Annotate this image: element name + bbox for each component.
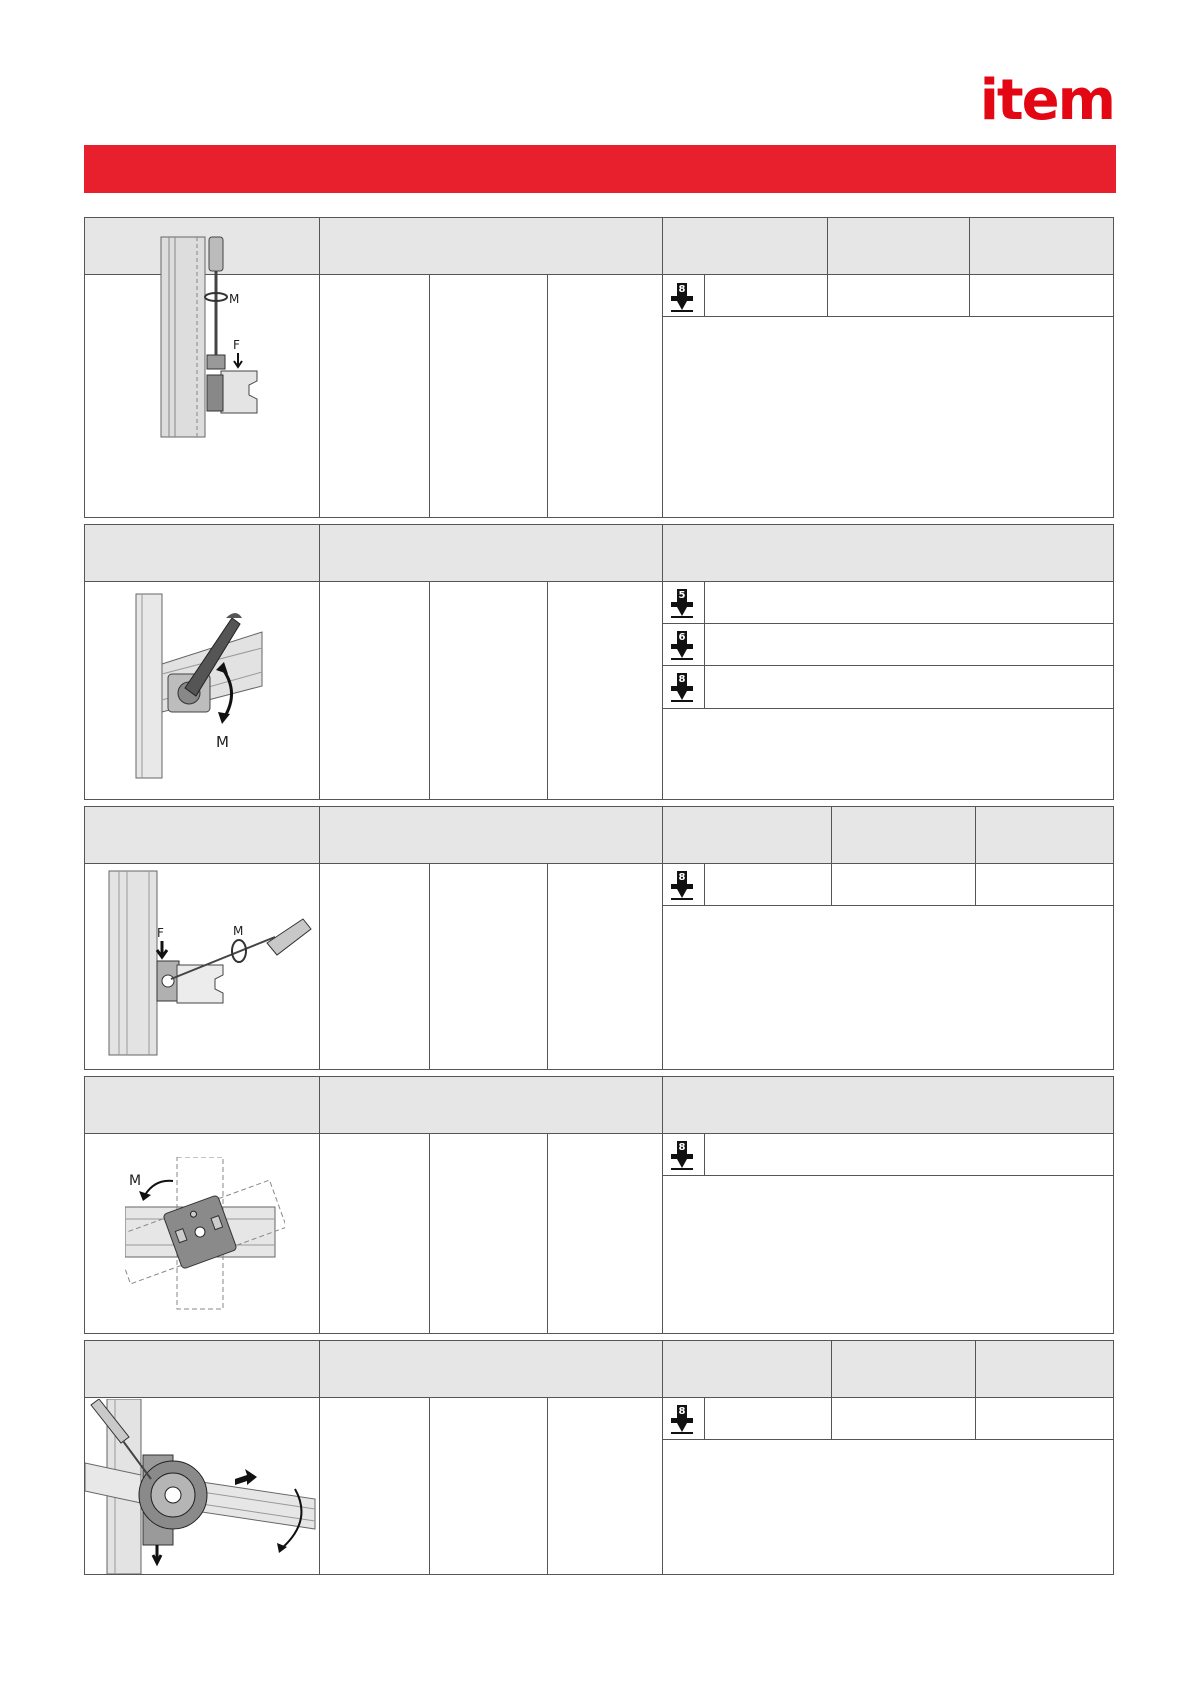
section-2 xyxy=(84,524,1114,800)
section-3 xyxy=(84,806,1114,1070)
rotating-connector-illustration xyxy=(125,1157,285,1317)
moment-label: M xyxy=(229,292,240,306)
section-header xyxy=(85,807,1113,864)
hex-key-tool-icon: 8 xyxy=(670,283,694,313)
hex-key-tool-icon: 8 xyxy=(670,1405,694,1435)
moment-label: M xyxy=(129,1173,142,1189)
hex-key-tool-icon: 8 xyxy=(670,673,694,703)
hex-key-tool-icon: 6 xyxy=(670,631,694,661)
section-header xyxy=(85,1341,1113,1398)
moment-label: M xyxy=(216,733,229,751)
clamp-lever-illustration xyxy=(130,592,270,792)
section-header xyxy=(85,525,1113,582)
hinge-joint-illustration xyxy=(85,1399,319,1574)
section-5 xyxy=(84,1340,1114,1575)
hex-key-tool-icon: 8 xyxy=(670,1141,694,1171)
header-band xyxy=(84,145,1116,193)
section-header xyxy=(85,1077,1113,1134)
hex-key-tool-icon: 5 xyxy=(670,589,694,619)
section-1 xyxy=(84,217,1114,518)
profile-mounting-illustration xyxy=(145,235,295,440)
item-logo: item xyxy=(979,68,1114,133)
force-label: F xyxy=(233,338,240,352)
hex-key-tool-icon: 8 xyxy=(670,871,694,901)
moment-label: M xyxy=(233,924,244,938)
screwdriver-fastening-illustration xyxy=(105,869,315,1059)
section-4 xyxy=(84,1076,1114,1334)
force-label: F xyxy=(157,926,164,940)
